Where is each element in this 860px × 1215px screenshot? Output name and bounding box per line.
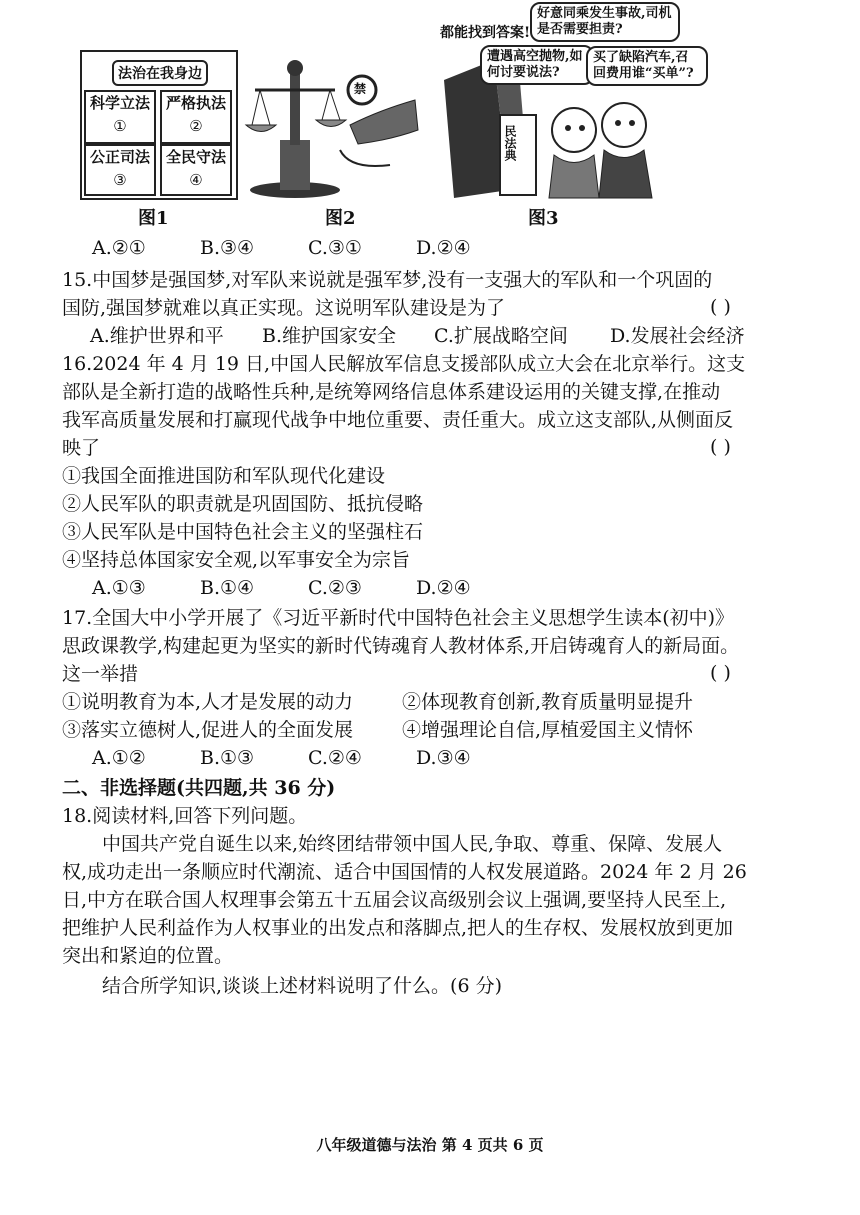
q17-options bbox=[92, 746, 471, 770]
q15-option-a[interactable]: A.维护世界和平 bbox=[90, 325, 224, 347]
q16-line-4: 映了 bbox=[62, 437, 101, 459]
q15-options bbox=[90, 324, 745, 348]
q17-item-1: ①说明教育为本,人才是发展的动力 bbox=[62, 691, 354, 713]
q16-answer-blank[interactable]: ( ) bbox=[710, 436, 731, 458]
q14-option-d[interactable]: D.②④ bbox=[416, 237, 471, 259]
figure-1-cell-3: 公正司法 ③ bbox=[84, 144, 156, 196]
figure-3-bubble-top: 都能找到答案! bbox=[440, 25, 531, 41]
figure-3-bubble-topright: 好意同乘发生事故,司机是否需要担责? bbox=[530, 2, 680, 42]
figure-1-caption: 图1 bbox=[138, 208, 169, 229]
page-footer: 八年级道德与法治 第 4 页共 6 页 bbox=[316, 1136, 544, 1154]
q15-line-2: 国防,强国梦就难以真正实现。这说明军队建设是为了 bbox=[62, 297, 506, 319]
figure-1-header: 法治在我身边 bbox=[112, 60, 208, 86]
q18-para-line-1: 中国共产党自诞生以来,始终团结带领中国人民,争取、尊重、保障、发展人 bbox=[102, 833, 723, 855]
q16-item-3: ③人民军队是中国特色社会主义的坚强柱石 bbox=[62, 521, 424, 543]
q17-line-1: 17.全国大中小学开展了《习近平新时代中国特色社会主义思想学生读本(初中)》 bbox=[62, 607, 735, 629]
q15-option-c[interactable]: C.扩展战略空间 bbox=[434, 325, 568, 347]
q17-option-d[interactable]: D.③④ bbox=[416, 747, 471, 769]
q17-option-c[interactable]: C.②④ bbox=[308, 747, 362, 769]
figure-2-stamp: 禁 bbox=[354, 82, 367, 96]
q17-answer-blank[interactable]: ( ) bbox=[710, 662, 731, 684]
figure-3-bubble-left: 遭遇高空抛物,如何讨要说法? bbox=[480, 45, 594, 85]
figure-2-caption: 图2 bbox=[325, 208, 356, 229]
q16-item-1: ①我国全面推进国防和军队现代化建设 bbox=[62, 465, 386, 487]
q14-option-a[interactable]: A.②① bbox=[92, 237, 146, 259]
q17-option-a[interactable]: A.①② bbox=[92, 747, 146, 769]
section-2-heading: 二、非选择题(共四题,共 36 分) bbox=[62, 777, 336, 799]
q18-title: 18.阅读材料,回答下列问题。 bbox=[62, 805, 308, 827]
figure-1-cell-1: 科学立法 ① bbox=[84, 90, 156, 144]
q18-para-line-3: 日,中方在联合国人权理事会第五十五届会议高级别会议上强调,要坚持人民至上, bbox=[62, 889, 727, 911]
q15-option-d[interactable]: D.发展社会经济 bbox=[610, 325, 745, 347]
figure-3-book-title: 民法典 bbox=[503, 125, 517, 161]
q14-options bbox=[92, 236, 471, 260]
q14-option-b[interactable]: B.③④ bbox=[200, 237, 255, 259]
q16-option-c[interactable]: C.②③ bbox=[308, 577, 362, 599]
q17-line-2: 思政课教学,构建起更为坚实的新时代铸魂育人教材体系,开启铸魂育人的新局面。 bbox=[62, 635, 740, 657]
q16-option-a[interactable]: A.①③ bbox=[92, 577, 146, 599]
q16-option-d[interactable]: D.②④ bbox=[416, 577, 471, 599]
q16-line-2: 部队是全新打造的战略性兵种,是统筹网络信息体系建设运用的关键支撑,在推动 bbox=[62, 381, 721, 403]
q14-option-c[interactable]: C.③① bbox=[308, 237, 362, 259]
figure-3-caption: 图3 bbox=[528, 208, 559, 229]
q15-line-1: 15.中国梦是强国梦,对军队来说就是强军梦,没有一支强大的军队和一个巩固的 bbox=[62, 269, 713, 291]
q16-line-1: 16.2024 年 4 月 19 日,中国人民解放军信息支援部队成立大会在北京举行。这支 bbox=[62, 353, 746, 375]
q17-line-3: 这一举措 bbox=[62, 663, 139, 685]
q17-item-4: ④增强理论自信,厚植爱国主义情怀 bbox=[402, 719, 694, 741]
q16-option-b[interactable]: B.①④ bbox=[200, 577, 255, 599]
q18-para-line-5: 突出和紧迫的位置。 bbox=[62, 945, 234, 967]
q18-prompt: 结合所学知识,谈谈上述材料说明了什么。(6 分) bbox=[102, 975, 502, 997]
figure-3-bubble-right: 买了缺陷汽车,召回费用谁“买单”? bbox=[586, 46, 708, 86]
q16-line-3: 我军高质量发展和打赢现代战争中地位重要、责任重大。成立这支部队,从侧面反 bbox=[62, 409, 734, 431]
q16-options bbox=[92, 576, 471, 600]
q16-item-2: ②人民军队的职责就是巩固国防、抵抗侵略 bbox=[62, 493, 424, 515]
q17-option-b[interactable]: B.①③ bbox=[200, 747, 255, 769]
q17-item-2: ②体现教育创新,教育质量明显提升 bbox=[402, 691, 694, 713]
figure-1-cell-2: 严格执法 ② bbox=[160, 90, 232, 144]
q18-para-line-2: 权,成功走出一条顺应时代潮流、适合中国国情的人权发展道路。2024 年 2 月 26 bbox=[62, 861, 747, 883]
figure-1-cell-4: 全民守法 ④ bbox=[160, 144, 232, 196]
q18-answer-area[interactable] bbox=[62, 1006, 802, 1116]
q16-item-4: ④坚持总体国家安全观,以军事安全为宗旨 bbox=[62, 549, 411, 571]
q15-answer-blank[interactable]: ( ) bbox=[710, 296, 731, 318]
q15-option-b[interactable]: B.维护国家安全 bbox=[262, 325, 397, 347]
q18-para-line-4: 把维护人民利益作为人权事业的出发点和落脚点,把人的生存权、发展权放到更加 bbox=[62, 917, 734, 939]
figure-2-cartoon bbox=[240, 40, 420, 200]
q17-item-3: ③落实立德树人,促进人的全面发展 bbox=[62, 719, 354, 741]
